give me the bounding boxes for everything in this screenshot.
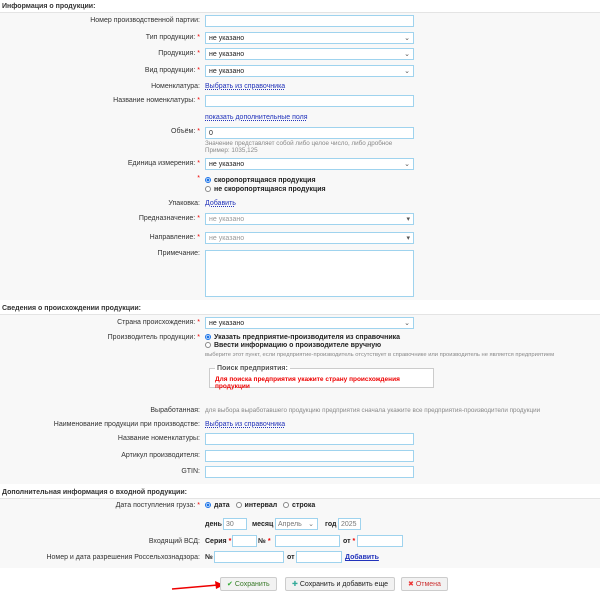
- day-label: день: [205, 521, 222, 528]
- volume-label: Объём: *: [171, 128, 200, 135]
- vsd-date-input[interactable]: [357, 535, 403, 547]
- permit-date-label: от: [287, 554, 295, 561]
- series-input[interactable]: [232, 535, 257, 547]
- caret-down-icon: ▾: [406, 216, 410, 223]
- note-label: Примечание:: [157, 250, 200, 257]
- chevron-down-icon: ⌄: [404, 161, 410, 168]
- direction-select[interactable]: не указано ▾: [205, 232, 414, 244]
- purpose-label: Предназначение: *: [138, 215, 200, 222]
- package-add-link[interactable]: Добавить: [205, 200, 236, 207]
- origin-nom-name-input[interactable]: [205, 433, 414, 445]
- radio-producer-directory[interactable]: Указать предприятие-производителя из справочника: [205, 334, 400, 341]
- nomenclature-label: Номенклатура:: [151, 83, 200, 90]
- kind-select[interactable]: не указано ⌄: [205, 65, 414, 77]
- section-origin-title: Сведения о происхождении продукции:: [2, 305, 141, 312]
- purpose-select[interactable]: не указано ▾: [205, 213, 414, 225]
- permit-date-input[interactable]: [296, 551, 342, 563]
- chevron-down-icon: ⌄: [404, 68, 410, 75]
- cancel-button[interactable]: ✖ Отмена: [401, 577, 448, 591]
- day-input[interactable]: 30: [223, 518, 247, 530]
- chevron-down-icon: ⌄: [404, 51, 410, 58]
- volume-input[interactable]: 0: [205, 127, 414, 139]
- vsd-date-label: от *: [343, 538, 356, 545]
- series-label: Серия *: [205, 538, 232, 545]
- vsd-label: Входящий ВСД:: [148, 538, 200, 545]
- product-select[interactable]: не указано ⌄: [205, 48, 414, 60]
- month-select[interactable]: Апрель ⌄: [275, 518, 318, 530]
- chevron-down-icon: ⌄: [404, 35, 410, 42]
- nomenclature-name-label: Название номенклатуры: *: [113, 97, 200, 104]
- enterprise-search-title: Поиск предприятия:: [217, 365, 288, 372]
- type-label: Тип продукции: *: [145, 34, 200, 41]
- enterprise-search-box: [209, 365, 434, 390]
- direction-label: Направление: *: [149, 234, 200, 241]
- type-select[interactable]: не указано ⌄: [205, 32, 414, 44]
- radio-date[interactable]: дата: [205, 502, 230, 509]
- prod-name-label: Наименование продукции при производстве:: [53, 421, 200, 428]
- unit-select[interactable]: не указано ⌄: [205, 158, 414, 170]
- batch-input[interactable]: [205, 15, 414, 27]
- check-icon: ✔: [227, 581, 233, 588]
- nomenclature-name-input[interactable]: [205, 95, 414, 107]
- section-additional-title: Дополнительная информация о входной продукции:: [2, 489, 187, 496]
- year-input[interactable]: 2025: [338, 518, 361, 530]
- permit-number-input[interactable]: [214, 551, 284, 563]
- arrival-date-options: [205, 502, 315, 509]
- arrival-date-label: Дата поступления груза: *: [115, 502, 200, 509]
- producer-label: Производитель продукции: *: [107, 334, 200, 341]
- radio-perishable[interactable]: скоропортящаяся продукция: [205, 177, 316, 184]
- radio-non-perishable[interactable]: не скоропортящаяся продукция: [205, 186, 326, 193]
- article-input[interactable]: [205, 450, 414, 462]
- unit-label: Единица измерения: *: [127, 160, 200, 167]
- radio-producer-manual[interactable]: Ввести информацию о производителе вручную: [205, 342, 381, 349]
- vsd-number-input[interactable]: [275, 535, 340, 547]
- nomenclature-select-link[interactable]: Выбрать из справочника: [205, 83, 286, 90]
- article-label: Артикул производителя:: [121, 452, 200, 459]
- producer-hint: выберите этот пункт, если предприятие-производитель отсутствует в справочнике или производитель не является предприятием: [205, 352, 555, 358]
- check-plus-icon: ✚: [292, 581, 298, 588]
- save-button[interactable]: ✔ Сохранить: [220, 577, 277, 591]
- enterprise-search-error: Для поиска предприятия укажите страну происхождения продукции: [215, 376, 400, 390]
- permit-number-label: №: [205, 554, 213, 561]
- section-product-info-title: Информация о продукции:: [2, 3, 96, 10]
- chevron-down-icon: ⌄: [404, 320, 410, 327]
- kind-label: Вид продукции: *: [144, 67, 200, 74]
- country-select[interactable]: не указано ⌄: [205, 317, 414, 329]
- perishable-required: *: [197, 175, 200, 182]
- chevron-down-icon: ⌄: [308, 521, 314, 528]
- show-more-fields-link[interactable]: показать дополнительные поля: [205, 114, 308, 121]
- country-label: Страна происхождения: *: [117, 319, 200, 326]
- permit-label: Номер и дата разрешения Россельхознадзора:: [46, 554, 200, 561]
- gtin-label: GTIN:: [181, 468, 200, 475]
- month-label: месяц: [252, 521, 274, 528]
- year-label: год: [325, 521, 337, 528]
- vsd-number-label: № *: [258, 538, 271, 545]
- save-and-add-button[interactable]: ✚ Сохранить и добавить еще: [285, 577, 395, 591]
- close-icon: ✖: [408, 581, 414, 588]
- caret-down-icon: ▾: [406, 235, 410, 242]
- volume-hint: Значение представляет собой либо целое число, либо дробное: [205, 140, 393, 147]
- produced-label: Выработанная:: [150, 407, 200, 414]
- product-label: Продукция: *: [158, 50, 200, 57]
- package-label: Упаковка:: [168, 200, 200, 207]
- prod-name-select-link[interactable]: Выбрать из справочника: [205, 421, 286, 428]
- produced-hint: для выбора выработавшего продукцию предприятия сначала укажите все предприятия-производители продукции: [205, 407, 541, 414]
- batch-label: Номер производственной партии:: [90, 17, 200, 24]
- origin-nom-name-label: Название номенклатуры:: [117, 435, 200, 442]
- note-textarea[interactable]: [205, 250, 414, 297]
- radio-string[interactable]: строка: [283, 502, 315, 509]
- permit-add-link[interactable]: Добавить: [345, 554, 379, 561]
- red-arrow-annotation: [170, 580, 226, 592]
- gtin-input[interactable]: [205, 466, 414, 478]
- volume-example: Пример: 1035,125: [205, 147, 258, 154]
- radio-interval[interactable]: интервал: [236, 502, 278, 509]
